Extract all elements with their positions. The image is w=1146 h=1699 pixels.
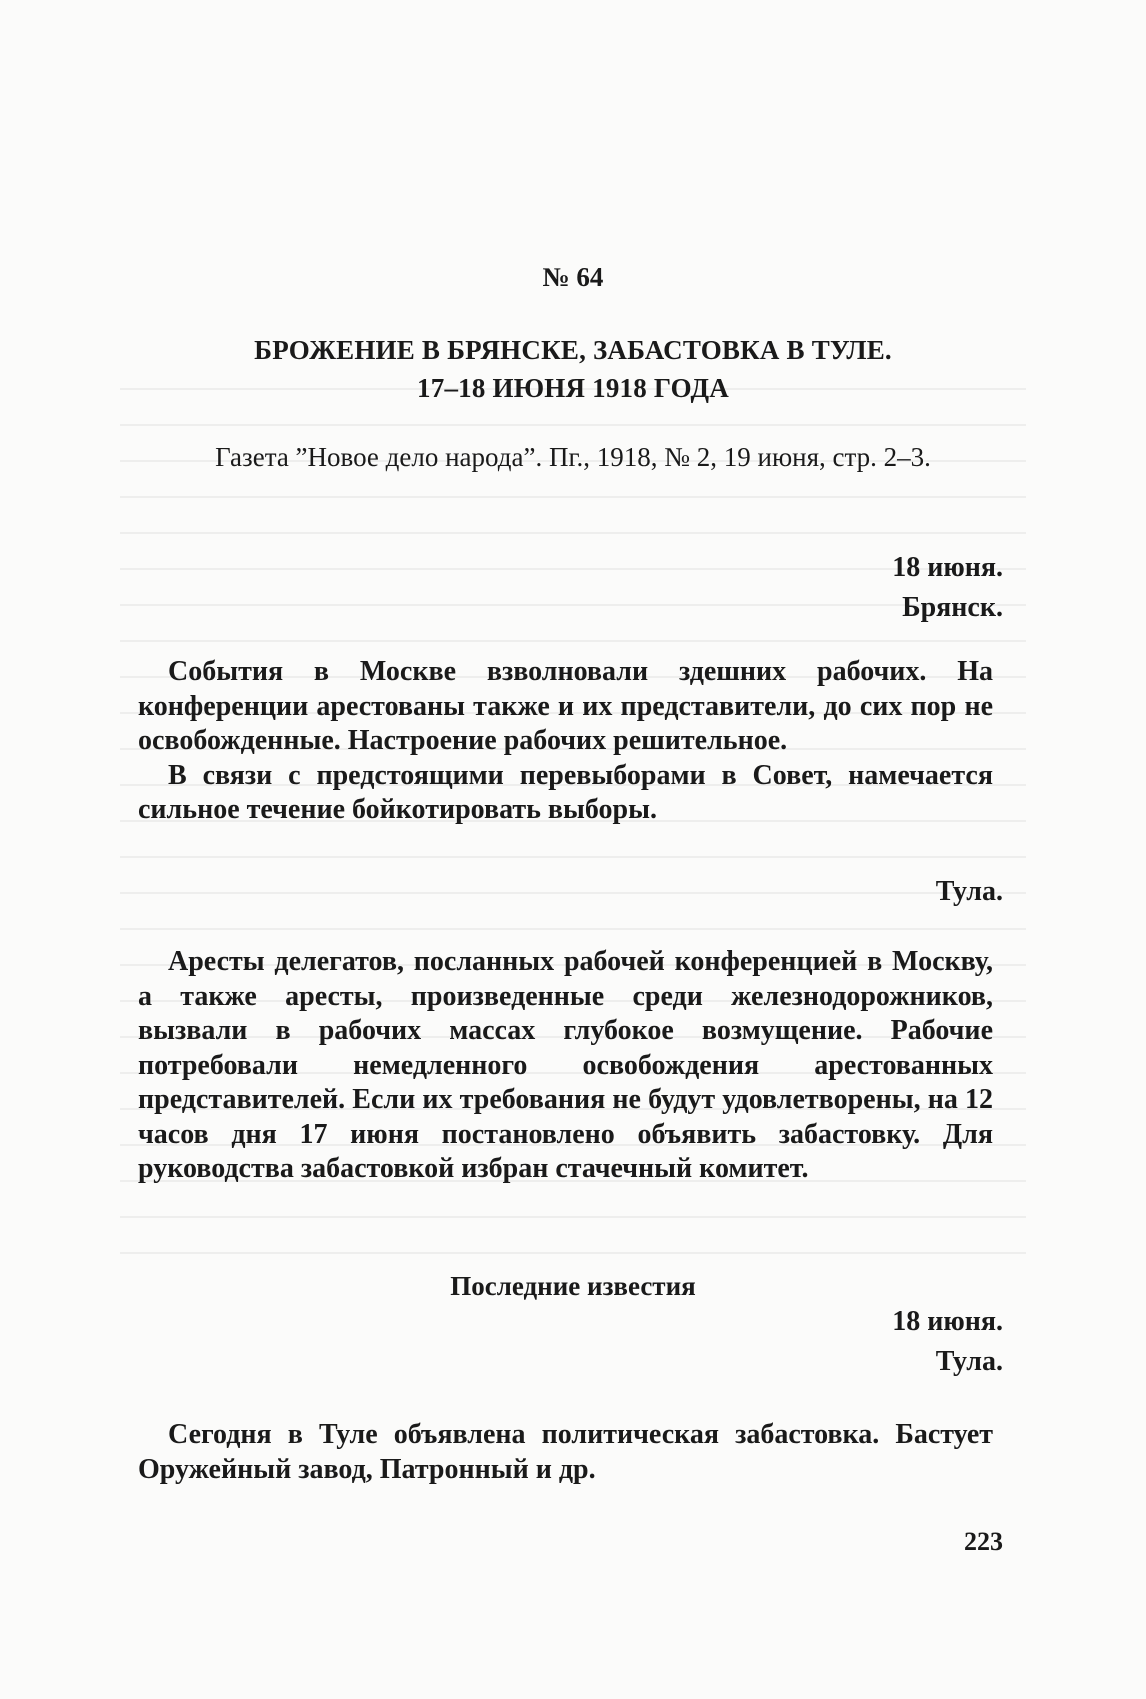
- page-number: 223: [964, 1527, 1003, 1556]
- source-citation: Газета ”Новое дело народа”. Пг., 1918, № 2, 19 июня, стр. 2–3.: [215, 442, 931, 472]
- section-body-bryansk: [138, 655, 993, 828]
- dateline-tula: [936, 872, 1003, 912]
- paragraph: Аресты делегатов, посланных рабочей конференцией в Москву, а также аресты, произведенные среди железнодорожников, вызвали в рабочих массах глубокое возмущение. Рабочие потребовали немедленного освобождения арестованных представителей. Если их требования не будут удовлетворены, на 12 часов дня 17 июня постановлено объявить забастовку. Для руководства забастовкой избран стачечный комитет.: [138, 946, 993, 1184]
- document-number: № 64: [542, 262, 604, 292]
- dateline-place: Брянск.: [902, 592, 1003, 623]
- section-body-latest: [138, 1418, 993, 1487]
- dateline-latest: [892, 1302, 1003, 1382]
- dateline-place: Тула.: [935, 1346, 1003, 1377]
- dateline-bryansk: [892, 548, 1003, 628]
- dateline-date: 18 июня.: [892, 1306, 1003, 1337]
- section-body-tula: [138, 945, 993, 1187]
- dateline-date: 18 июня.: [892, 552, 1003, 583]
- paragraph: В связи с предстоящими перевыборами в Совет, намечается сильное течение бойкотировать выборы.: [138, 759, 993, 825]
- title-line-1: БРОЖЕНИЕ В БРЯНСКЕ, ЗАБАСТОВКА В ТУЛЕ.: [254, 335, 892, 365]
- paragraph: События в Москве взволновали здешних рабочих. На конференции арестованы также и их представители, до сих пор не освобожденные. Настроение рабочих решительное.: [138, 656, 993, 756]
- dateline-place: Тула.: [935, 876, 1003, 907]
- document-title: [0, 331, 1146, 407]
- paragraph: Сегодня в Туле объявлена политическая забастовка. Бастует Оружейный завод, Патронный и др.: [138, 1419, 993, 1485]
- latest-news-heading: Последние известия: [450, 1271, 696, 1301]
- title-line-2: 17–18 ИЮНЯ 1918 ГОДА: [417, 373, 729, 403]
